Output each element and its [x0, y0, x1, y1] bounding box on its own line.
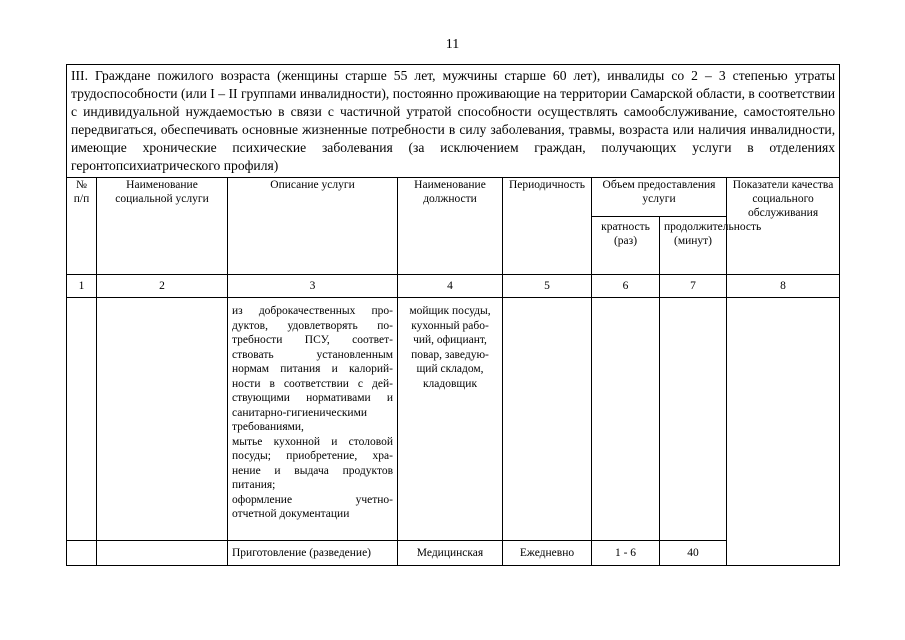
description-line: санитарно-гигиеническими: [232, 406, 368, 419]
services-table: [66, 64, 840, 566]
row2-frequency: 1 - 6: [592, 541, 660, 566]
table-row: [67, 298, 840, 541]
header-periodicity: Периодичность: [503, 178, 592, 275]
header-service-name: Наименование социальной услуги: [97, 178, 228, 275]
row1-frequency: [592, 298, 660, 541]
row2-duration: 40: [660, 541, 727, 566]
description-line: отчетной документации: [232, 508, 350, 520]
position-line: мойщик посуды,: [409, 305, 491, 317]
row1-periodicity: [503, 298, 592, 541]
column-numbers-row: [67, 275, 840, 298]
row2-num: [67, 541, 97, 566]
description-line: из доброкачественных про-: [232, 305, 393, 317]
column-number: 3: [228, 275, 398, 298]
column-number: 7: [660, 275, 727, 298]
row1-num: [67, 298, 97, 541]
position-line: кладовщик: [422, 377, 478, 390]
header-row: [67, 178, 840, 217]
position-line: кухонный рабо-: [411, 319, 489, 332]
description-line: дуктов, удовлетворять по-: [232, 319, 393, 332]
description-line: нормам питания и калорий-: [232, 363, 393, 375]
column-number: 5: [503, 275, 592, 298]
table-row: [67, 541, 840, 566]
position-line: чий, официант,: [413, 334, 487, 346]
position-line: щий складом,: [416, 363, 484, 375]
row2-service-name: [97, 541, 228, 566]
row-quality: [727, 298, 840, 566]
row1-position: [398, 298, 503, 541]
description-line: мытье кухонной и столовой: [232, 435, 393, 448]
description-line: ствующими нормативами и: [232, 392, 393, 404]
header-description: Описание услуги: [228, 178, 398, 275]
description-line: ности в соответствии с дей-: [232, 377, 393, 390]
description-line: требности ПСУ, соответ-: [232, 334, 393, 346]
column-number: 4: [398, 275, 503, 298]
header-quality: Показатели качества социального обслуживания: [727, 178, 840, 275]
header-num: № п/п: [67, 178, 97, 275]
header-duration: продолжительность (минут): [660, 217, 727, 275]
header-volume: Объем предоставления услуги: [592, 178, 727, 217]
section-title-row: [67, 65, 840, 178]
description-line: оформление учетно-: [232, 493, 393, 506]
row1-description: [228, 298, 398, 541]
column-number: 6: [592, 275, 660, 298]
column-number: 2: [97, 275, 228, 298]
description-line: посуды; приобретение, хра-: [232, 450, 393, 462]
column-number: 8: [727, 275, 840, 298]
description-line: ствовать установленным: [232, 348, 393, 361]
description-line: нение и выдача продуктов: [232, 464, 393, 477]
header-frequency: кратность (раз): [592, 217, 660, 275]
section-title: III. Граждане пожилого возраста (женщины старше 55 лет, мужчины старше 60 лет), инвалиды со 2 – 3 степенью утраты трудоспособности (или I – II группами инвалидности), постоянно проживающие на территории Самарской области, в соответствии с индивидуальной нуждаемостью в связи с частичной утратой способности осуществлять самообслуживание, самостоятельно передвигаться, обеспечивать основные жизненные потребности в силу заболевания, травмы, возраста или наличия инвалидности, имеющие хронические психические заболевания (за исключением граждан, получающих услуги в отделениях геронтопсихиатрического профиля): [67, 65, 840, 178]
position-line: повар, заведую-: [411, 348, 489, 361]
header-position: Наименование должности: [398, 178, 503, 275]
page-number: 11: [445, 37, 460, 52]
row1-service-name: [97, 298, 228, 541]
description-line: требованиями,: [232, 421, 304, 433]
row2-periodicity: Ежедневно: [503, 541, 592, 566]
row1-duration: [660, 298, 727, 541]
row2-position: Медицинская: [398, 541, 503, 566]
description-line: питания;: [232, 479, 276, 491]
row2-description: Приготовление (разведение): [228, 541, 398, 566]
column-number: 1: [67, 275, 97, 298]
